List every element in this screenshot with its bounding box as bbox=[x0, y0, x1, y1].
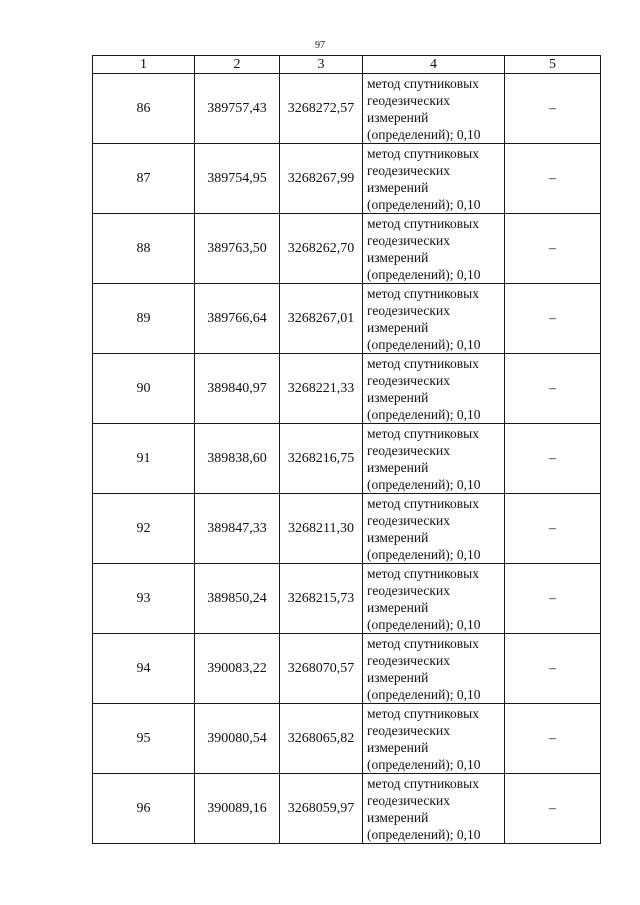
point-number-cell: 90 bbox=[93, 354, 195, 424]
x-coordinate-cell: 390080,54 bbox=[195, 704, 280, 774]
method-cell: метод спутниковых геодезических измерений (определений); 0,10 bbox=[363, 284, 505, 354]
page-number: 97 bbox=[315, 40, 325, 51]
table-body bbox=[93, 74, 601, 844]
table-header-row bbox=[93, 56, 601, 74]
table-row bbox=[93, 214, 601, 284]
point-number-cell: 96 bbox=[93, 774, 195, 844]
method-cell: метод спутниковых геодезических измерений (определений); 0,10 bbox=[363, 144, 505, 214]
method-cell: метод спутниковых геодезических измерений (определений); 0,10 bbox=[363, 74, 505, 144]
note-cell: – bbox=[505, 144, 601, 214]
note-cell: – bbox=[505, 774, 601, 844]
x-coordinate-cell: 389766,64 bbox=[195, 284, 280, 354]
method-cell: метод спутниковых геодезических измерений (определений); 0,10 bbox=[363, 634, 505, 704]
table-row bbox=[93, 564, 601, 634]
method-cell: метод спутниковых геодезических измерений (определений); 0,10 bbox=[363, 424, 505, 494]
point-number-cell: 91 bbox=[93, 424, 195, 494]
x-coordinate-cell: 390089,16 bbox=[195, 774, 280, 844]
note-cell: – bbox=[505, 564, 601, 634]
y-coordinate-cell: 3268065,82 bbox=[280, 704, 363, 774]
coordinates-table bbox=[92, 55, 601, 844]
point-number-cell: 93 bbox=[93, 564, 195, 634]
note-cell: – bbox=[505, 354, 601, 424]
y-coordinate-cell: 3268262,70 bbox=[280, 214, 363, 284]
y-coordinate-cell: 3268216,75 bbox=[280, 424, 363, 494]
method-cell: метод спутниковых геодезических измерений (определений); 0,10 bbox=[363, 774, 505, 844]
method-cell: метод спутниковых геодезических измерений (определений); 0,10 bbox=[363, 214, 505, 284]
point-number-cell: 87 bbox=[93, 144, 195, 214]
note-cell: – bbox=[505, 284, 601, 354]
note-cell: – bbox=[505, 214, 601, 284]
note-cell: – bbox=[505, 704, 601, 774]
table-row bbox=[93, 704, 601, 774]
table-row bbox=[93, 634, 601, 704]
y-coordinate-cell: 3268267,99 bbox=[280, 144, 363, 214]
table-row bbox=[93, 494, 601, 564]
point-number-cell: 95 bbox=[93, 704, 195, 774]
method-cell: метод спутниковых геодезических измерений (определений); 0,10 bbox=[363, 494, 505, 564]
note-cell: – bbox=[505, 634, 601, 704]
table-row bbox=[93, 144, 601, 214]
method-cell: метод спутниковых геодезических измерений (определений); 0,10 bbox=[363, 354, 505, 424]
table-row bbox=[93, 284, 601, 354]
x-coordinate-cell: 390083,22 bbox=[195, 634, 280, 704]
point-number-cell: 94 bbox=[93, 634, 195, 704]
y-coordinate-cell: 3268267,01 bbox=[280, 284, 363, 354]
column-header-5: 5 bbox=[505, 56, 601, 74]
x-coordinate-cell: 389754,95 bbox=[195, 144, 280, 214]
column-header-2: 2 bbox=[195, 56, 280, 74]
x-coordinate-cell: 389847,33 bbox=[195, 494, 280, 564]
table-row bbox=[93, 424, 601, 494]
point-number-cell: 88 bbox=[93, 214, 195, 284]
method-cell: метод спутниковых геодезических измерений (определений); 0,10 bbox=[363, 704, 505, 774]
table-row bbox=[93, 74, 601, 144]
point-number-cell: 92 bbox=[93, 494, 195, 564]
note-cell: – bbox=[505, 494, 601, 564]
note-cell: – bbox=[505, 424, 601, 494]
x-coordinate-cell: 389840,97 bbox=[195, 354, 280, 424]
y-coordinate-cell: 3268211,30 bbox=[280, 494, 363, 564]
x-coordinate-cell: 389850,24 bbox=[195, 564, 280, 634]
note-cell: – bbox=[505, 74, 601, 144]
x-coordinate-cell: 389838,60 bbox=[195, 424, 280, 494]
y-coordinate-cell: 3268215,73 bbox=[280, 564, 363, 634]
point-number-cell: 89 bbox=[93, 284, 195, 354]
column-header-1: 1 bbox=[93, 56, 195, 74]
y-coordinate-cell: 3268221,33 bbox=[280, 354, 363, 424]
x-coordinate-cell: 389763,50 bbox=[195, 214, 280, 284]
column-header-4: 4 bbox=[363, 56, 505, 74]
y-coordinate-cell: 3268070,57 bbox=[280, 634, 363, 704]
point-number-cell: 86 bbox=[93, 74, 195, 144]
method-cell: метод спутниковых геодезических измерений (определений); 0,10 bbox=[363, 564, 505, 634]
y-coordinate-cell: 3268059,97 bbox=[280, 774, 363, 844]
y-coordinate-cell: 3268272,57 bbox=[280, 74, 363, 144]
table-row bbox=[93, 774, 601, 844]
x-coordinate-cell: 389757,43 bbox=[195, 74, 280, 144]
column-header-3: 3 bbox=[280, 56, 363, 74]
table-row bbox=[93, 354, 601, 424]
